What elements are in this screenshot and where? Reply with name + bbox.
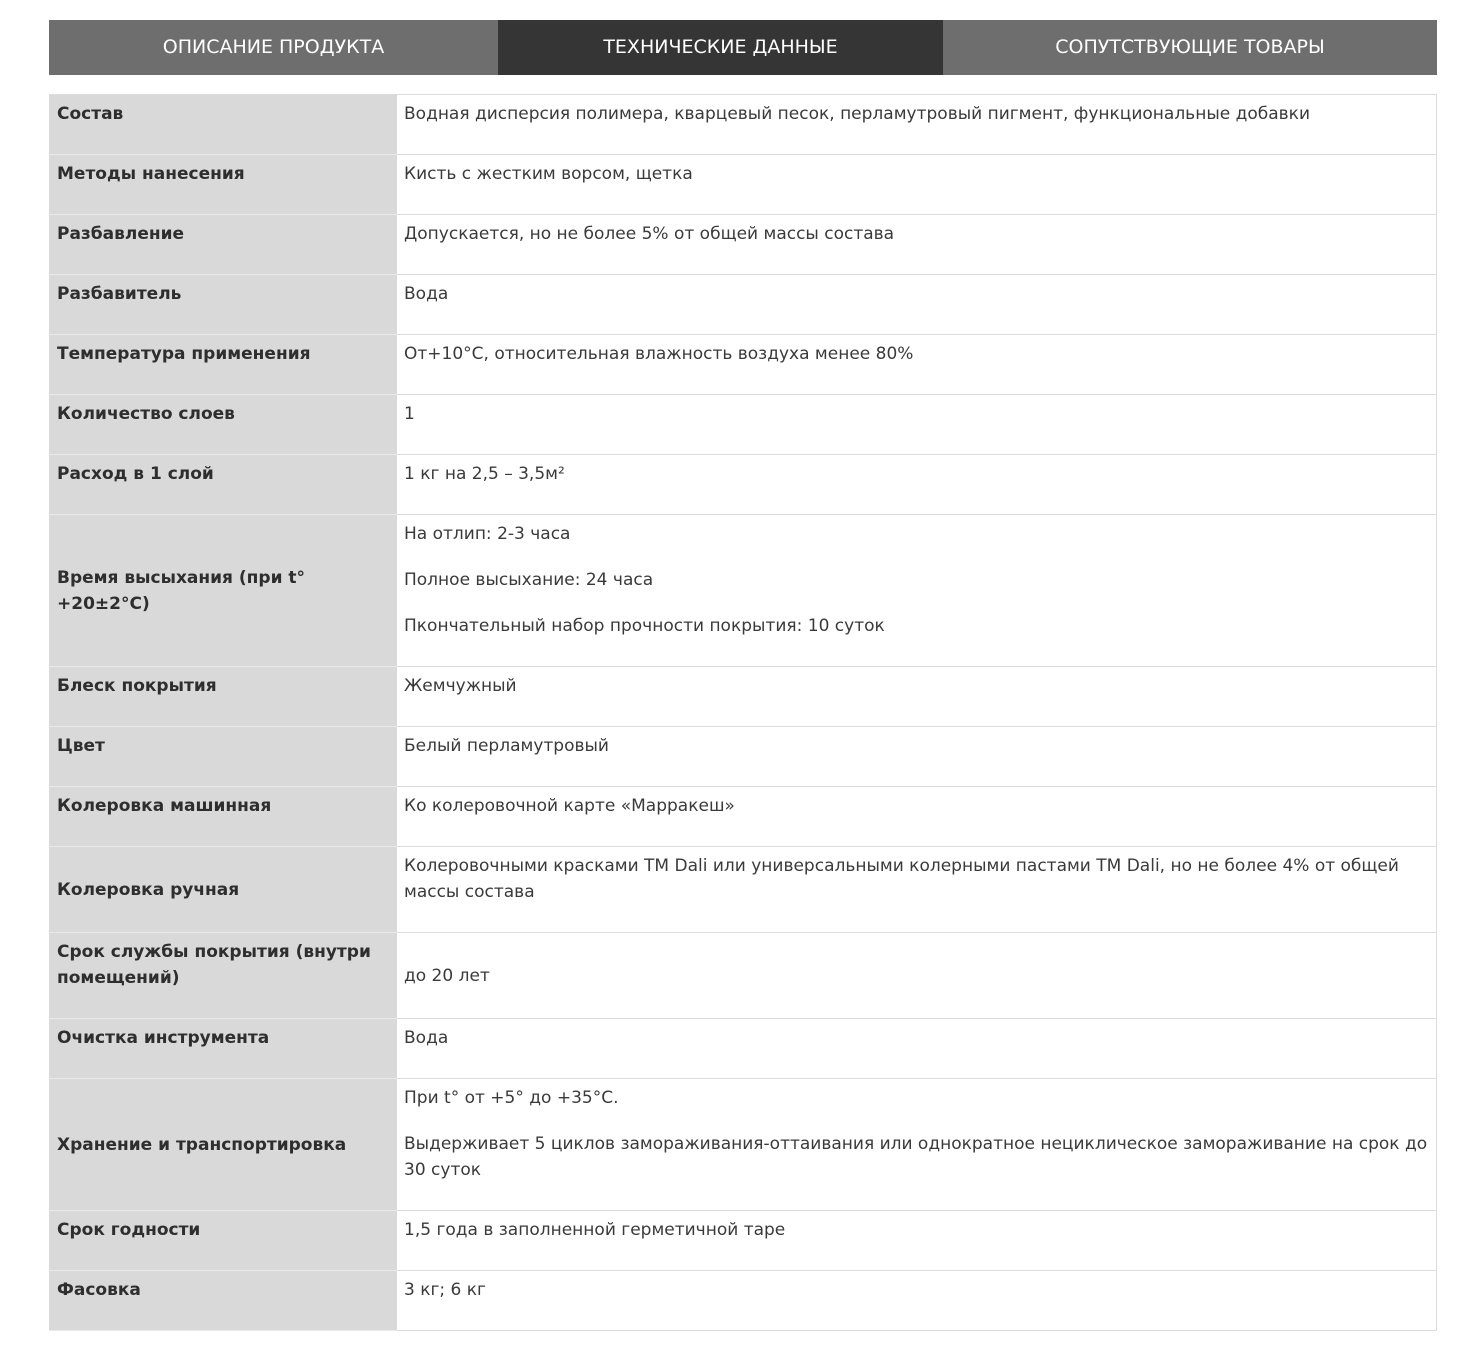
table-row	[49, 95, 1437, 155]
spec-value-line: 1,5 года в заполненной герметичной таре	[404, 1220, 786, 1240]
table-row	[49, 1211, 1437, 1271]
spec-value-line: Допускается, но не более 5% от общей массы состава	[404, 224, 895, 244]
spec-value	[397, 395, 1437, 455]
spec-value-line: 3 кг; 6 кг	[404, 1280, 486, 1300]
spec-value	[397, 215, 1437, 275]
spec-value-line: Пкончательный набор прочности покрытия: 10 суток	[404, 616, 885, 636]
table-row	[49, 1079, 1437, 1211]
spec-value	[397, 335, 1437, 395]
spec-value-line: Водная дисперсия полимера, кварцевый песок, перламутровый пигмент, функциональные добавки	[404, 104, 1310, 124]
table-row	[49, 787, 1437, 847]
spec-value	[397, 275, 1437, 335]
spec-value	[397, 155, 1437, 215]
spec-value	[397, 847, 1437, 933]
spec-value-line: Вода	[404, 1028, 449, 1048]
spec-value	[397, 1271, 1437, 1331]
spec-label: Время высыхания (при t° +20±2°С)	[49, 515, 397, 667]
table-row	[49, 155, 1437, 215]
spec-label: Срок службы покрытия (внутри помещений)	[49, 933, 397, 1019]
spec-value-line: При t° от +5° до +35°С.	[404, 1088, 619, 1108]
table-row	[49, 1019, 1437, 1079]
tab-related-products[interactable]: СОПУТСТВУЮЩИЕ ТОВАРЫ	[943, 20, 1437, 75]
table-row	[49, 667, 1437, 727]
table-row	[49, 727, 1437, 787]
spec-label: Разбавитель	[49, 275, 397, 335]
table-row	[49, 1271, 1437, 1331]
table-row	[49, 847, 1437, 933]
spec-value-line: Жемчужный	[404, 676, 517, 696]
spec-value-line: На отлип: 2-3 часа	[404, 524, 571, 544]
spec-value	[397, 787, 1437, 847]
spec-value-line: От+10°С, относительная влажность воздуха менее 80%	[404, 344, 914, 364]
spec-label: Хранение и транспортировка	[49, 1079, 397, 1211]
spec-label: Разбавление	[49, 215, 397, 275]
spec-label: Цвет	[49, 727, 397, 787]
spec-value	[397, 455, 1437, 515]
spec-value	[397, 727, 1437, 787]
spec-label: Температура применения	[49, 335, 397, 395]
product-tabs	[49, 20, 1437, 75]
spec-value	[397, 1211, 1437, 1271]
spec-value-line: Выдерживает 5 циклов замораживания-оттаивания или однократное нециклическое замораживание на срок до 30 суток	[404, 1134, 1428, 1180]
technical-data-table	[49, 94, 1437, 1331]
spec-value-line: Вода	[404, 284, 449, 304]
spec-value-line: Белый перламутровый	[404, 736, 609, 756]
spec-value	[397, 515, 1437, 667]
table-row	[49, 275, 1437, 335]
spec-value-line: до 20 лет	[404, 965, 490, 986]
table-row	[49, 933, 1437, 1019]
spec-label: Очистка инструмента	[49, 1019, 397, 1079]
spec-value	[397, 95, 1437, 155]
spec-label: Колеровка ручная	[49, 847, 397, 933]
spec-value-line: Колеровочными красками ТМ Dali или универсальными колерными пастами ТМ Dali, но не более 4% от общей массы состава	[404, 856, 1399, 902]
table-row	[49, 335, 1437, 395]
tab-technical-data[interactable]: ТЕХНИЧЕСКИЕ ДАННЫЕ	[498, 20, 943, 75]
spec-label: Срок годности	[49, 1211, 397, 1271]
spec-value-line: 1	[404, 404, 415, 424]
spec-value-line: Ко колеровочной карте «Марракеш»	[404, 796, 735, 816]
spec-label: Расход в 1 слой	[49, 455, 397, 515]
spec-value	[397, 1019, 1437, 1079]
spec-label: Методы нанесения	[49, 155, 397, 215]
spec-label: Количество слоев	[49, 395, 397, 455]
table-row	[49, 215, 1437, 275]
table-row	[49, 455, 1437, 515]
spec-value	[397, 1079, 1437, 1211]
spec-value-line: 1 кг на 2,5 – 3,5м²	[404, 464, 565, 484]
table-row	[49, 395, 1437, 455]
spec-label: Состав	[49, 95, 397, 155]
spec-label: Блеск покрытия	[49, 667, 397, 727]
spec-value-line: Кисть с жестким ворсом, щетка	[404, 164, 693, 184]
spec-value	[397, 667, 1437, 727]
spec-label: Фасовка	[49, 1271, 397, 1331]
spec-value	[397, 933, 1437, 1019]
spec-value-line: Полное высыхание: 24 часа	[404, 570, 654, 590]
tab-product-description[interactable]: ОПИСАНИЕ ПРОДУКТА	[49, 20, 498, 75]
spec-label: Колеровка машинная	[49, 787, 397, 847]
table-row	[49, 515, 1437, 667]
